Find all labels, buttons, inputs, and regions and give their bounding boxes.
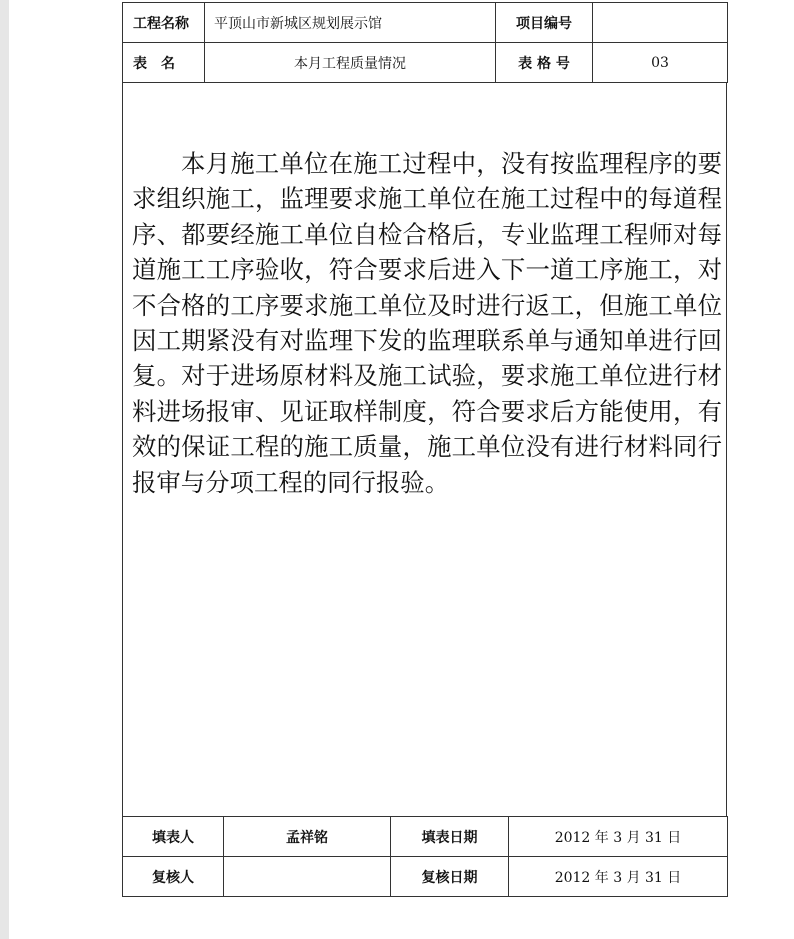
project-name-value: 平顶山市新城区规划展示馆 [205,3,496,43]
reviewer-label: 复核人 [123,857,224,897]
form-name-value: 本月工程质量情况 [205,43,496,83]
project-no-value [593,3,728,43]
filler-label: 填表人 [123,817,224,857]
fill-date-value: 2012 年 3 月 31 日 [509,817,728,857]
review-date-value: 2012 年 3 月 31 日 [509,857,728,897]
form-no-value: 03 [593,43,728,83]
header-row-form [123,43,728,83]
form-no-label: 表 格 号 [496,43,593,83]
footer-row-filler [123,817,728,857]
quality-report-form [122,2,727,897]
reviewer-value [224,857,391,897]
project-no-label: 项目编号 [496,3,593,43]
header-table [122,2,728,83]
review-date-label: 复核日期 [391,857,509,897]
filler-value: 孟祥铭 [224,817,391,857]
footer-row-reviewer [123,857,728,897]
left-margin-strip [0,0,9,939]
report-body-text: 本月施工单位在施工过程中，没有按监理程序的要求组织施工，监理要求施工单位在施工过程中的每道程序、都要经施工单位自检合格后，专业监理工程师对每道施工工序验收，符合要求后进入下一道工序施工，对不合格的工序要求施工单位及时进行返工，但施工单位因工期紧没有对监理下发的监理联系单与通知单进行回复。对于进场原材料及施工试验，要求施工单位进行材料进场报审、见证取样制度，符合要求后方能使用，有效的保证工程的施工质量，施工单位没有进行材料同行报审与分项工程的同行报验。 [132,149,722,497]
project-name-label: 工程名称 [123,3,205,43]
footer-table [122,816,728,897]
header-row-project [123,3,728,43]
fill-date-label: 填表日期 [391,817,509,857]
content-cell [122,83,727,816]
form-name-label: 表 名 [123,43,205,83]
